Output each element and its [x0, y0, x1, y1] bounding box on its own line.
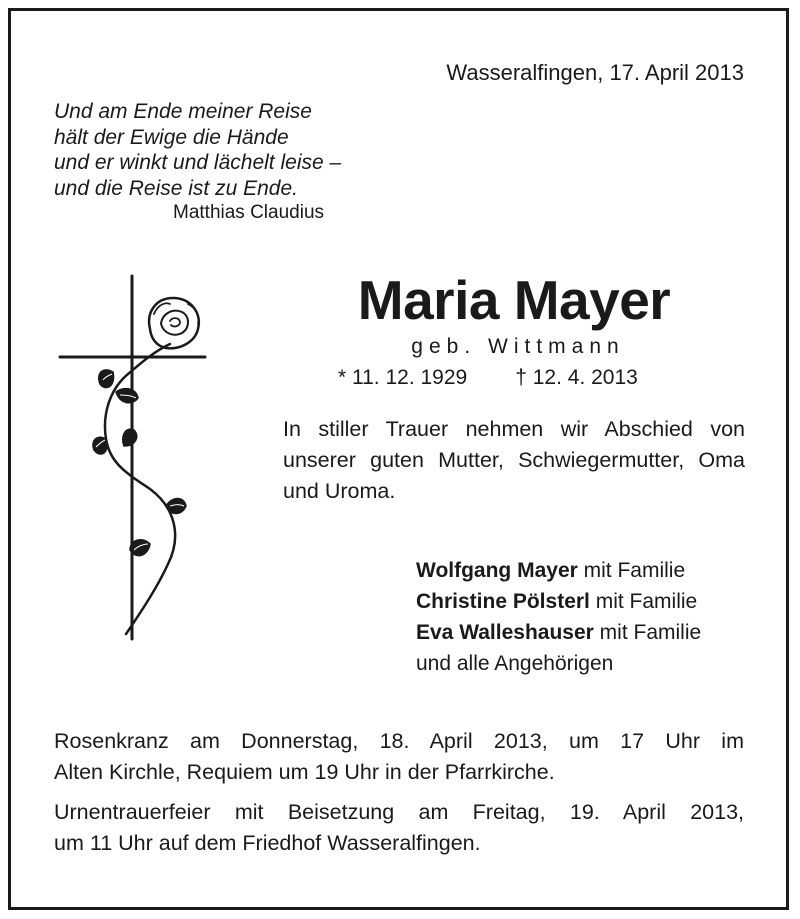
family-member: [416, 586, 701, 617]
poem-line: und die Reise ist zu Ende.: [54, 176, 298, 200]
family-member-suffix: mit Familie: [577, 559, 686, 582]
mourning-text: In stiller Trauer nehmen wir Abschied von unserer guten Mutter, Schwiegermutter, Oma und Uroma.: [283, 417, 745, 503]
urn-ceremony-info: [54, 797, 744, 859]
birth-date: * 11. 12. 1929: [338, 366, 468, 389]
maiden-name: geb. Wittmann: [411, 335, 625, 358]
poem-line: hält der Ewige die Hände: [54, 125, 289, 149]
place-and-date: Wasseralfingen, 17. April 2013: [446, 60, 744, 85]
urn-line: Urnentrauerfeier mit Beisetzung am Freitag, 19. April 2013,: [54, 800, 744, 824]
family-closing: und alle Angehörigen: [416, 652, 614, 675]
family-member-suffix: mit Familie: [589, 590, 698, 613]
family-member: [416, 555, 701, 586]
poem-line: Und am Ende meiner Reise: [54, 100, 312, 123]
death-date: † 12. 4. 2013: [515, 366, 638, 389]
poem-line: und er winkt und lächelt leise –: [54, 151, 342, 174]
poem: [54, 99, 341, 201]
family-member: [416, 617, 701, 648]
family-member-suffix: mit Familie: [593, 621, 702, 644]
family-list: [416, 555, 701, 679]
family-member-name: Wolfgang Mayer: [416, 559, 578, 582]
rosary-info: [54, 726, 744, 788]
service-details: [54, 726, 744, 868]
rosary-line: Alten Kirchle, Requiem um 19 Uhr in der Pfarrkirche.: [54, 760, 555, 784]
poem-author: Matthias Claudius: [173, 202, 325, 223]
life-dates: [338, 366, 638, 390]
family-member-name: Christine Pölsterl: [416, 590, 590, 613]
family-member-name: Eva Walleshauser: [416, 621, 594, 644]
rosary-line: Rosenkranz am Donnerstag, 18. April 2013, um 17 Uhr im: [54, 729, 744, 753]
urn-line: um 11 Uhr auf dem Friedhof Wasseralfingen.: [54, 831, 481, 855]
deceased-name: Maria Mayer: [357, 269, 671, 331]
cross-with-rose-icon: [58, 274, 208, 644]
